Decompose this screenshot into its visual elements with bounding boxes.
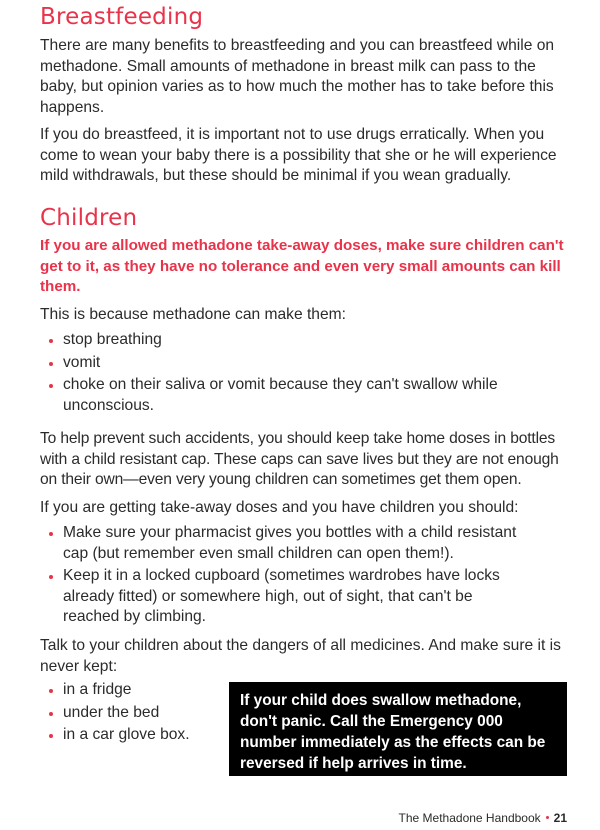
separator-dot-icon (546, 816, 549, 819)
breastfeeding-heading: Breastfeeding (40, 4, 204, 30)
effects-intro: This is because methadone can make them: (40, 306, 346, 323)
list-item-text: vomit (63, 353, 101, 371)
list-item-text: in a fridge (63, 681, 132, 698)
bullet-icon (49, 339, 53, 343)
list-item (40, 375, 568, 416)
bullet-icon (49, 575, 53, 579)
bullet-icon (49, 689, 53, 693)
page-number: 21 (553, 811, 567, 825)
children-warning: If you are allowed methadone take-away doses, make sure children can't get to it, as they have no tolerance and even very small amounts can kill them. (40, 237, 564, 295)
list-item-text: in a car glove box. (63, 726, 190, 743)
emergency-callout-box (229, 682, 567, 776)
bullet-icon (49, 384, 53, 388)
bullet-icon (49, 362, 53, 366)
talk-paragraph: Talk to your children about the dangers of all medicines. And make sure it is never kept: (40, 637, 561, 675)
list-item-text: under the bed (63, 703, 160, 721)
list-item-text: stop breathing (63, 331, 162, 348)
list-item (40, 703, 225, 724)
bullet-icon (49, 734, 53, 738)
book-title: The Methadone Handbook (398, 811, 541, 825)
page-footer (399, 811, 567, 825)
takeaway-intro: If you are getting take-away doses and you have children you should: (40, 499, 519, 516)
emergency-callout-text: If your child does swallow methadone, don't panic. Call the Emergency 000 number immediately as the effects can be reversed if help arrives in time. (240, 692, 546, 772)
list-item (40, 725, 225, 746)
list-item (40, 566, 568, 628)
takeaway-list (40, 523, 568, 628)
list-item-text: Make sure your pharmacist gives you bottles with a child resistant cap (but remember even small children can open them!). (63, 524, 517, 562)
children-heading: Children (40, 205, 138, 231)
list-item (40, 330, 568, 351)
breastfeeding-paragraph-2: If you do breastfeed, it is important not to use drugs erratically. When you come to wean your baby there is a possibility that she or he will experience mild withdrawals, but these should be minimal if you wean gradually. (40, 126, 557, 184)
effects-list (40, 330, 568, 416)
list-item (40, 353, 568, 374)
list-item (40, 523, 568, 564)
list-item-text: Keep it in a locked cupboard (sometimes wardrobes have locks already fitted) or somewhere high, out of sight, that can't be reached by climbing. (63, 567, 500, 625)
breastfeeding-paragraph-1: There are many benefits to breastfeeding and you can breastfeed while on methadone. Small amounts of methadone in breast milk can pass to the baby, but opinion varies as to how much the mother has to take before this happens. (40, 37, 555, 116)
bullet-icon (49, 532, 53, 536)
never-kept-list (40, 680, 225, 746)
list-item-text: choke on their saliva or vomit because they can't swallow while unconscious. (63, 376, 498, 414)
prevent-paragraph: To help prevent such accidents, you should keep take home doses in bottles with a child resistant cap. These caps can save lives but they are not enough on their own—even very young children can sometimes get them open. (40, 430, 559, 488)
list-item (40, 680, 225, 701)
bullet-icon (49, 712, 53, 716)
